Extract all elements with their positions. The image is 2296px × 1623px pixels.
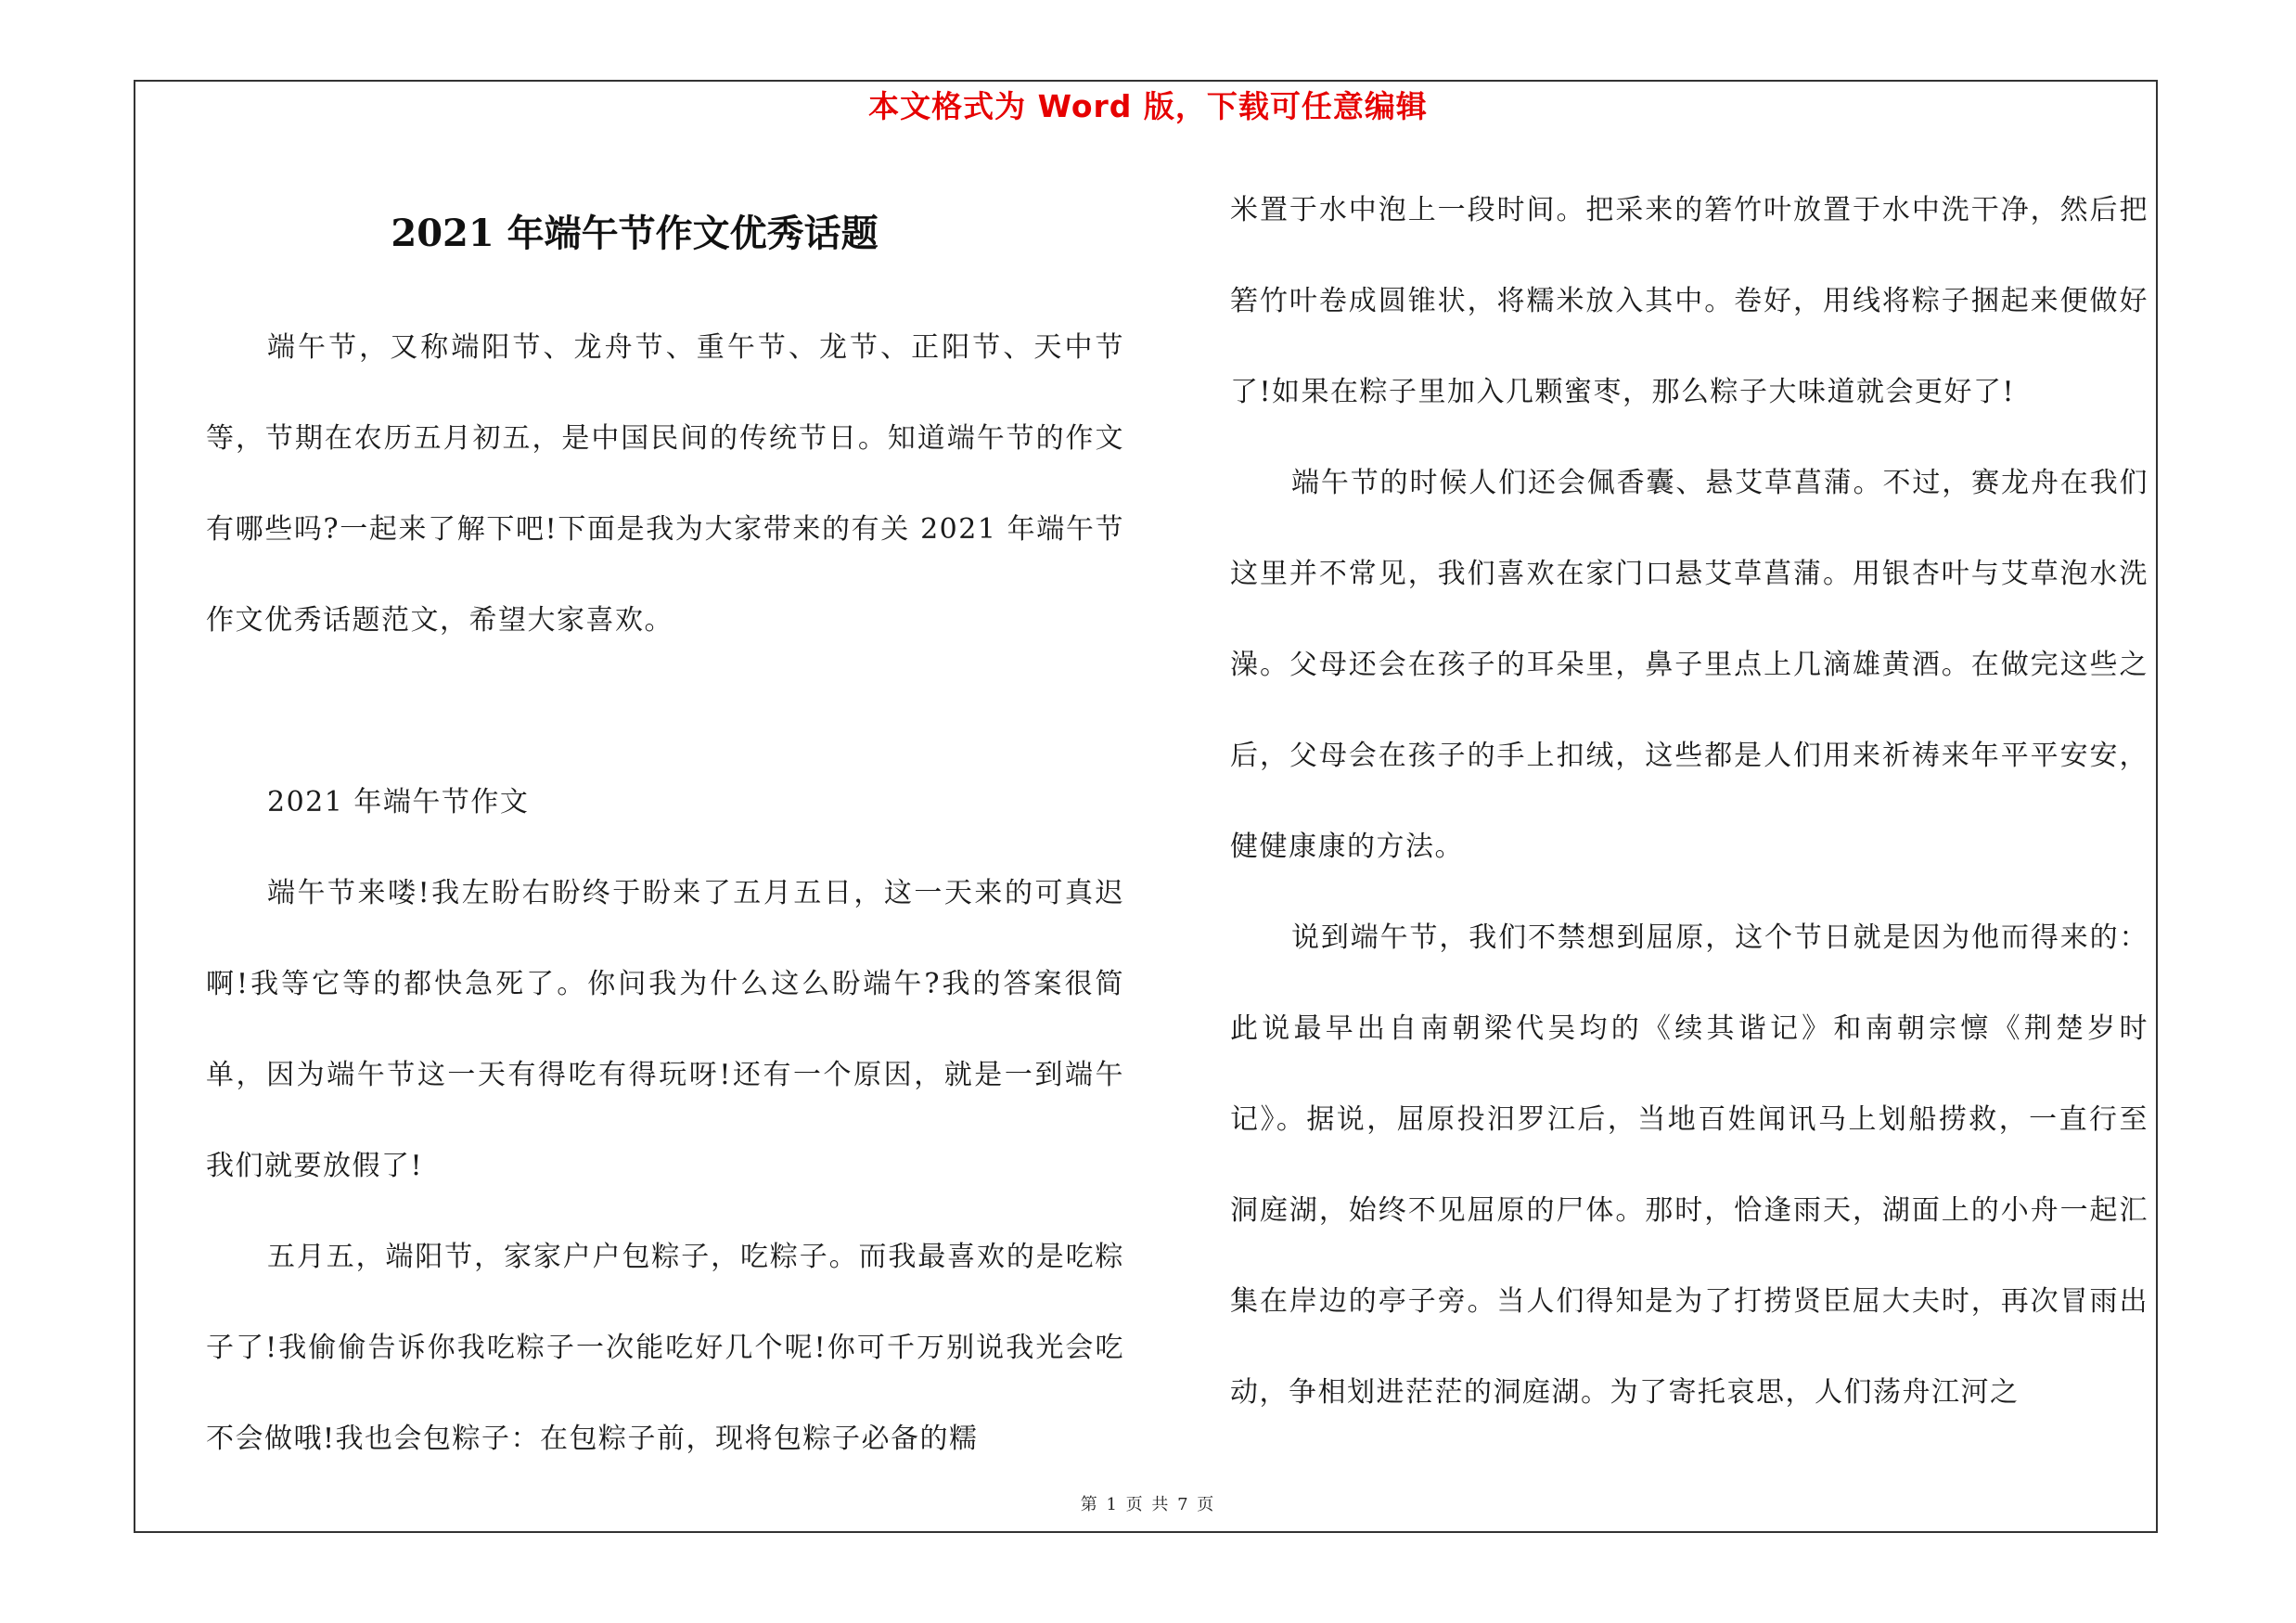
editable-format-banner: 本文格式为 Word 版，下载可任意编辑	[868, 88, 1428, 124]
left-paragraph-1: 端午节来喽!我左盼右盼终于盼来了五月五日，这一天来的可真迟啊!我等它等的都快急死了。你问我为什么这么盼端午?我的答案很简单，因为端午节这一天有得吃有得玩呀!还有一个原因，就是一到端午我们就要放假了!	[206, 877, 1124, 1182]
left-paragraph-2: 五月五，端阳节，家家户户包粽子，吃粽子。而我最喜欢的是吃粽子了!我偷偷告诉你我吃粽子一次能吃好几个呢!你可千万别说我光会吃不会做哦!我也会包粽子：在包粽子前，现将包粽子必备的糯	[206, 1241, 1124, 1455]
right-paragraph-continued: 米置于水中泡上一段时间。把采来的箬竹叶放置于水中洗干净，然后把箬竹叶卷成圆锥状，将糯米放入其中。卷好，用线将粽子捆起来便做好了!如果在粽子里加入几颗蜜枣，那么粽子大味道就会更好了!	[1230, 194, 2148, 408]
right-paragraph-2: 端午节的时候人们还会佩香囊、悬艾草菖蒲。不过，赛龙舟在我们这里并不常见，我们喜欢在家门口悬艾草菖蒲。用银杏叶与艾草泡水洗澡。父母还会在孩子的耳朵里，鼻子里点上几滴雄黄酒。在做完这些之后，父母会在孩子的手上扣绒，这些都是人们用来祈祷来年平平安安，健健康康的方法。	[1230, 467, 2148, 863]
right-paragraph-3: 说到端午节，我们不禁想到屈原，这个节日就是因为他而得来的：此说最早出自南朝梁代吴均的《续其谐记》和南朝宗懔《荆楚岁时记》。据说，屈原投汨罗江后，当地百姓闻讯马上划船捞救，一直行至洞庭湖，始终不见屈原的尸体。那时，恰逢雨天，湖面上的小舟一起汇集在岸边的亭子旁。当人们得知是为了打捞贤臣屈大夫时，再次冒雨出动，争相划进茫茫的洞庭湖。为了寄托哀思，人们荡舟江河之	[1230, 921, 2148, 1409]
page-number-footer: 第 1 页 共 7 页	[1080, 1495, 1216, 1514]
essay-subheading: 2021 年端午节作文	[267, 786, 530, 818]
document-title: 2021 年端午节作文优秀话题	[391, 212, 879, 255]
intro-paragraph: 端午节，又称端阳节、龙舟节、重午节、龙节、正阳节、天中节等，节期在农历五月初五，是中国民间的传统节日。知道端午节的作文有哪些吗?一起来了解下吧!下面是我为大家带来的有关 2021 年端午节作文优秀话题范文，希望大家喜欢。	[206, 331, 1124, 637]
